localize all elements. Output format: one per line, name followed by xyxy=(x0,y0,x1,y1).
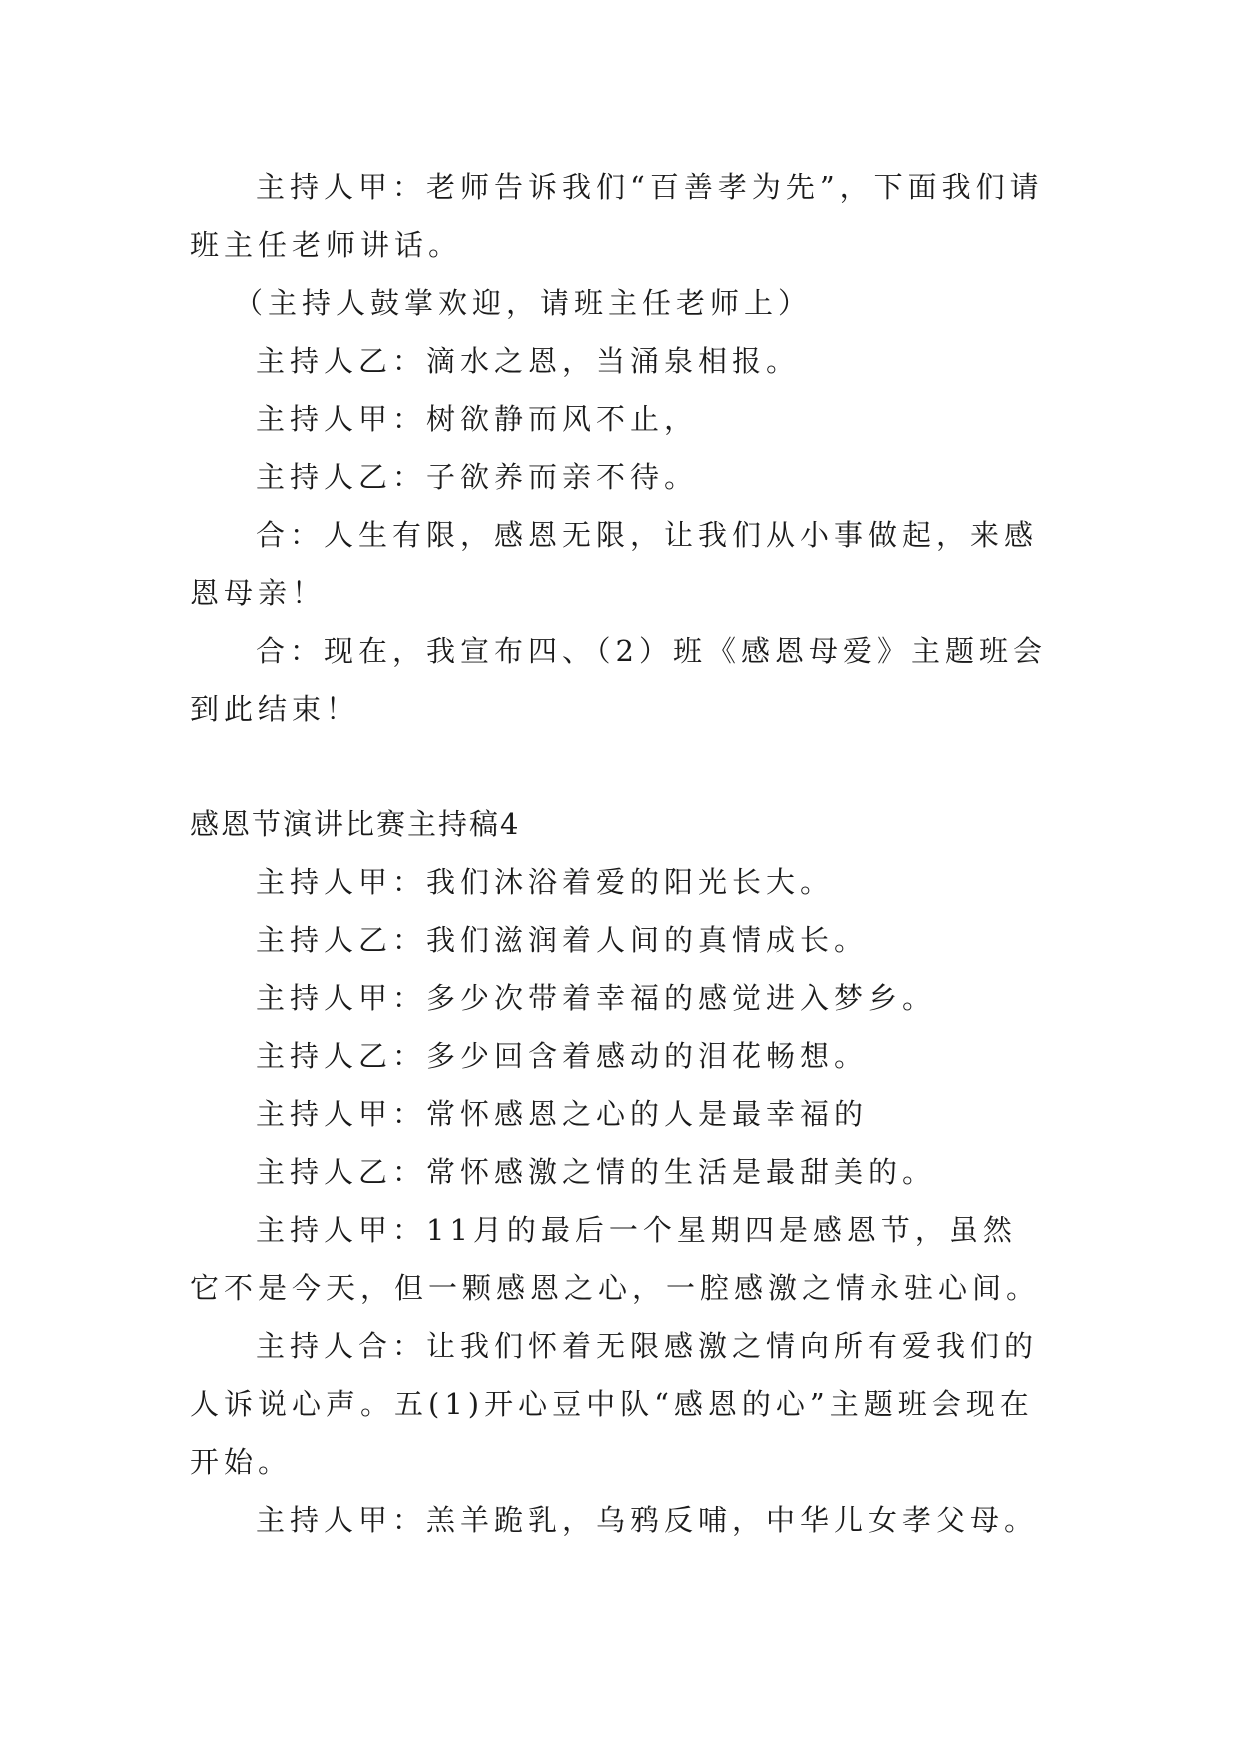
section-spacer xyxy=(190,738,1050,795)
paragraph: 主持人甲：老师告诉我们“百善孝为先”，下面我们请班主任老师讲话。 xyxy=(190,170,1044,262)
paragraph: 主持人乙：滴水之恩，当涌泉相报。 xyxy=(256,344,801,378)
paragraph: 合：人生有限，感恩无限，让我们从小事做起，来感恩母亲！ xyxy=(190,518,1039,610)
paragraph: 主持人甲：常怀感恩之心的人是最幸福的 xyxy=(256,1097,869,1131)
stage-direction: （主持人鼓掌欢迎，请班主任老师上） xyxy=(234,286,813,320)
paragraph: 主持人乙：常怀感激之情的生活是最甜美的。 xyxy=(256,1155,937,1189)
paragraph: 主持人甲：我们沐浴着爱的阳光长大。 xyxy=(256,865,835,899)
paragraph: 主持人甲：11月的最后一个星期四是感恩节，虽然它不是今天，但一颗感恩之心，一腔感激之情永驻心间。 xyxy=(190,1213,1041,1305)
document-body xyxy=(190,158,1050,1549)
paragraph: 主持人乙：子欲养而亲不待。 xyxy=(256,460,699,494)
paragraph: 主持人甲：羔羊跪乳，乌鸦反哺，中华儿女孝父母。 xyxy=(256,1503,1039,1537)
paragraph: 主持人乙：我们滋润着人间的真情成长。 xyxy=(256,923,869,957)
paragraph: 主持人乙：多少回含着感动的泪花畅想。 xyxy=(256,1039,869,1073)
paragraph: 主持人甲：多少次带着幸福的感觉进入梦乡。 xyxy=(256,981,937,1015)
section-heading: 感恩节演讲比赛主持稿4 xyxy=(190,807,521,841)
paragraph: 主持人合：让我们怀着无限感激之情向所有爱我们的人诉说心声。五(1)开心豆中队“感恩的心”主题班会现在开始。 xyxy=(190,1329,1039,1479)
paragraph: 主持人甲：树欲静而风不止， xyxy=(256,402,699,436)
paragraph: 合：现在，我宣布四、（2）班《感恩母爱》主题班会到此结束！ xyxy=(190,634,1047,726)
